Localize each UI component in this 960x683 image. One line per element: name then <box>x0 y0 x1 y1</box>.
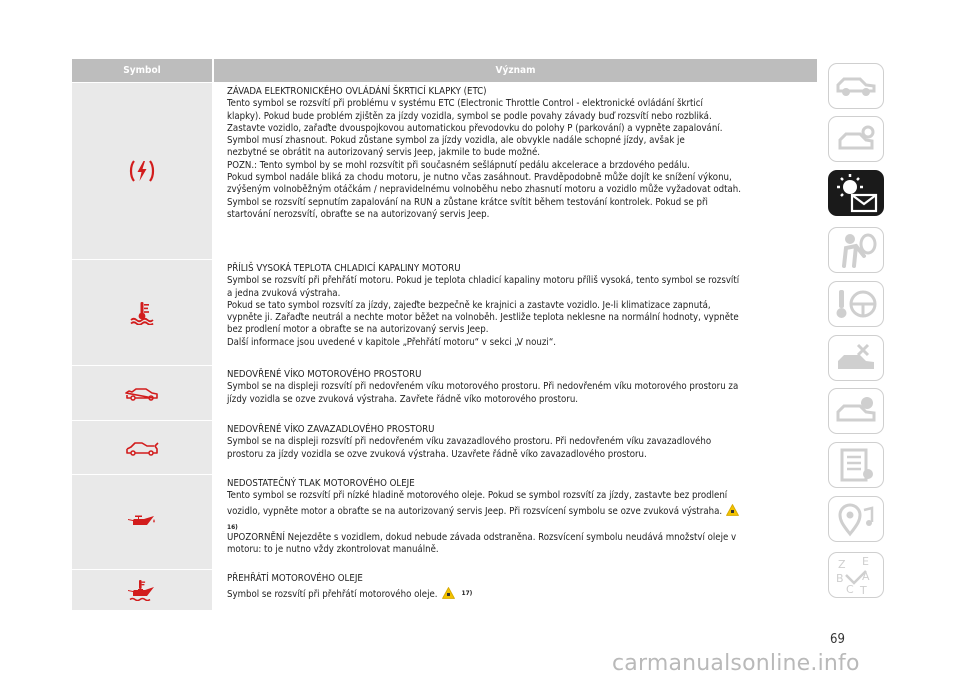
watermark-text: carmanualsonline.info <box>612 651 860 676</box>
tab-keys[interactable] <box>828 116 884 162</box>
car-dashboard-tab-icon <box>834 71 878 101</box>
table-row <box>72 420 817 474</box>
technical-data-tab-icon <box>834 447 878 483</box>
trunk-open-icon <box>125 440 159 456</box>
meaning-cell <box>212 83 817 259</box>
table-row <box>72 259 817 365</box>
coolant-temperature-icon <box>129 301 155 325</box>
car-keys-tab-icon <box>834 124 878 154</box>
text-line: Další informace jsou uvedené v kapitole „Přehřátí motoru“ v sekci „V nouzi“. <box>227 336 557 348</box>
engine-oil-overheat-icon <box>127 579 157 601</box>
row-title: NEDOSTATEČNÝ TLAK MOTOROVÉHO OLEJE <box>227 478 415 489</box>
table-row <box>72 474 817 569</box>
text-line: zvýšeným volnoběžným otáčkám / nepravidelnému volnoběhu nebo zhasnutí motoru a vozidlo může vyžadovat odtah. <box>227 184 741 196</box>
row-title: PŘÍLIŠ VYSOKÁ TEPLOTA CHLADICÍ KAPALINY MOTORU <box>227 263 461 274</box>
page-number: 69 <box>830 632 845 647</box>
text-line: Pokud se tato symbol rozsvítí za jízdy, zajeďte bezpečně ke krajnici a zastavte vozidlo. Je-li klimatizace zapnutá, <box>227 299 711 311</box>
warning-triangle-icon <box>726 504 739 522</box>
index-letter: B <box>836 572 844 585</box>
index-letter: E <box>862 555 869 568</box>
tab-dashboard[interactable] <box>828 63 884 109</box>
symbol-cell <box>72 570 212 610</box>
index-letter: T <box>860 584 867 597</box>
tab-technical-data[interactable] <box>828 442 884 488</box>
emergency-tab-icon <box>834 341 878 375</box>
table-row <box>72 82 817 259</box>
meaning-cell <box>212 475 817 569</box>
tab-maintenance[interactable] <box>828 388 884 434</box>
note-reference: 16) <box>227 522 238 531</box>
row-title: PŘEHŘÁTÍ MOTOROVÉHO OLEJE <box>227 573 363 584</box>
tab-warning-lights[interactable] <box>828 170 884 216</box>
text-line: Symbol se na displeji rozsvítí při nedovřeném víku zavazadlového prostoru. Při nedovřeném víku zavazadlového <box>227 436 712 448</box>
row-title: ZÁVADA ELEKTRONICKÉHO OVLÁDÁNÍ ŠKRTICÍ KLAPKY (ETC) <box>227 86 487 97</box>
tab-multimedia[interactable] <box>828 496 884 542</box>
meaning-cell <box>212 366 817 420</box>
text-line: vypněte ji. Zařaďte neutrál a nechte motor běžet na volnoběh. Jestliže teplota neklesne na normální hodnoty, vypněte <box>227 312 739 324</box>
column-header-symbol: Symbol <box>123 65 161 76</box>
text-line: Symbol se rozsvítí sepnutím zapalování na RUN a zůstane krátce svítit během testování kontrolek. Pokud se při <box>227 196 708 208</box>
text-line: prostoru za jízdy vozidla se ozve zvuková výstraha. Uzavřete řádně víko zavazadlového prostoru. <box>227 448 647 460</box>
column-header-meaning: Význam <box>212 59 817 82</box>
index-tab-icon <box>832 553 880 597</box>
row-title: NEDOVŘENÉ VÍKO ZAVAZADLOVÉHO PROSTORU <box>227 424 435 435</box>
text-line: bez prodlení motor a obraťte se na autorizovaný servis Jeep. <box>227 324 489 336</box>
text-line: a jedna zvuková výstraha. <box>227 287 341 299</box>
text-line: Symbol se rozsvítí při přehřátí motoru. Pokud je teplota chladicí kapaliny motoru příliš vysoká, tento symbol se rozsvítí <box>227 275 740 287</box>
text-line-content: Symbol se rozsvítí při přehřátí motorového oleje. <box>227 589 438 601</box>
text-line: nezbytné se obrátit na autorizovaný servis Jeep, jakmile to bude možné. <box>227 147 541 159</box>
text-line-content: vozidlo, vypněte motor a obraťte se na autorizovaný servis Jeep. Při rozsvícení symbolu se ozve zvuková výstraha. <box>227 505 723 517</box>
chapter-tabs <box>826 0 960 683</box>
tab-driving[interactable] <box>828 281 884 327</box>
warning-triangle-icon <box>442 587 455 605</box>
index-letter: A <box>862 570 870 583</box>
safety-airbag-tab-icon <box>834 232 878 268</box>
meaning-cell <box>212 570 817 610</box>
warning-text: UPOZORNĚNÍ Nejezděte s vozidlem, dokud nebude závada odstraněna. Rozsvícení symbolu neudává množství oleje v <box>227 531 737 543</box>
maintenance-tab-icon <box>834 394 878 428</box>
text-line: Pokud symbol nadále bliká za chodu motoru, je nutno včas zasáhnout. Pravděpodobně může dojít ke snížení výkonu, <box>227 172 732 184</box>
text-line: Symbol musí zhasnout. Pokud zůstane symbol za jízdy vozidla, ale obvykle nadále schopné jízdy, avšak je <box>227 135 685 147</box>
text-line <box>227 585 811 605</box>
text-line: Symbol se na displeji rozsvítí při nedovřeném víku motorového prostoru. Při nedovřeném víku motorového prostoru za <box>227 381 739 393</box>
symbol-cell <box>72 475 212 569</box>
table-header <box>72 59 817 82</box>
text-line: Zastavte vozidlo, zařaďte dvouspojkovou automatickou převodovku do polohy P (parkování) a vypněte zapalování. <box>227 122 723 134</box>
oil-pressure-icon <box>127 514 157 530</box>
table-row <box>72 569 817 610</box>
warning-lights-messages-tab-icon <box>832 173 880 213</box>
text-line: klapky). Pokud bude problém zjištěn za jízdy vozidla, symbol se podle povahy závady buď rozsvítí nebo rozbliká. <box>227 110 712 122</box>
symbol-cell <box>72 260 212 365</box>
note-reference: 17) <box>461 589 473 598</box>
symbol-cell <box>72 83 212 259</box>
tab-safety[interactable] <box>828 227 884 273</box>
warning-text: motoru: to je nutno vždy zkontrolovat manuálně. <box>227 543 439 555</box>
index-letter: Z <box>838 558 846 571</box>
index-letter: C <box>846 583 854 596</box>
text-line: Tento symbol se rozsvítí při nízké hladině motorového oleje. Pokud se symbol rozsvítí za jízdy, zastavte bez prodlení <box>227 490 728 502</box>
tab-index[interactable] <box>828 552 884 598</box>
text-line: startování nerozsvítí, obraťte se na autorizovaný servis Jeep. <box>227 208 490 220</box>
text-line: jízdy vozidla se ozve zvuková výstraha. Zavřete řádně víko motorového prostoru. <box>227 393 579 405</box>
meaning-cell <box>212 421 817 474</box>
warning-lights-table <box>72 59 817 610</box>
hood-open-icon <box>125 385 159 401</box>
table-row <box>72 365 817 420</box>
symbol-cell <box>72 421 212 474</box>
etc-failure-icon <box>129 158 155 184</box>
tab-emergency[interactable] <box>828 335 884 381</box>
text-line: Tento symbol se rozsvítí při problému v systému ETC (Electronic Throttle Control - elektronické ovládání škrticí <box>227 98 703 110</box>
symbol-cell <box>72 366 212 420</box>
text-line: POZN.: Tento symbol by se mohl rozsvítit při současném sešlápnutí pedálu akcelerace a brzdového pedálu. <box>227 159 690 171</box>
text-line <box>227 503 811 522</box>
starting-driving-tab-icon <box>834 286 878 322</box>
meaning-cell <box>212 260 817 365</box>
row-title: NEDOVŘENÉ VÍKO MOTOROVÉHO PROSTORU <box>227 369 422 380</box>
multimedia-tab-icon <box>834 500 878 538</box>
